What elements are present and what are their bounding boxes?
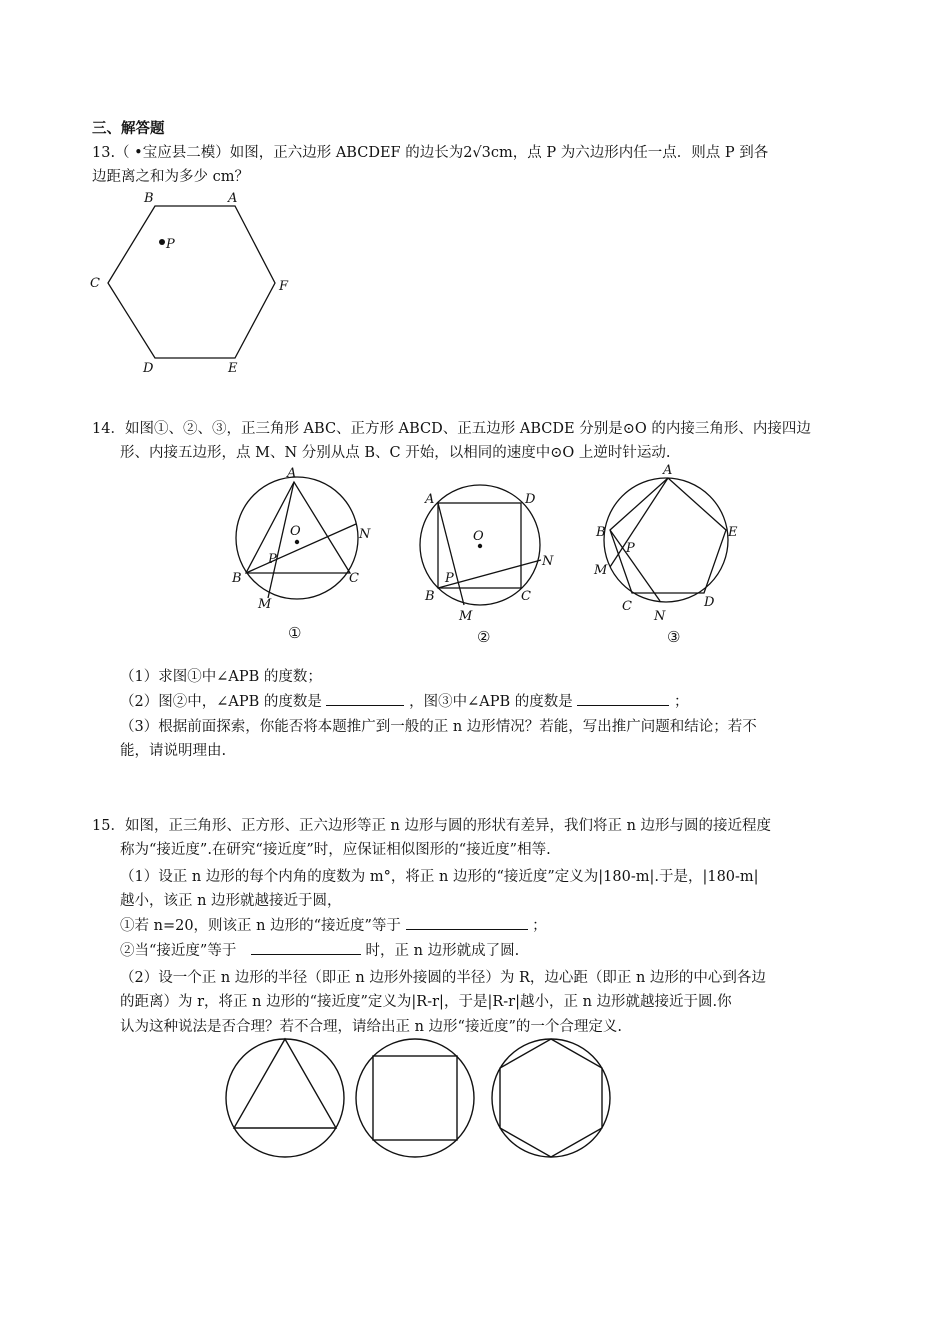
section-title: 三、解答题: [92, 121, 165, 137]
label-c: C: [90, 276, 100, 291]
q15-item1: [120, 915, 547, 937]
label-e: E: [228, 361, 238, 376]
q15-sub1-line1: （1）设正 n 边形的每个内角的度数为 m°，将正 n 边形的“接近度”定义为|180-m|.于是，|180-m|: [120, 869, 759, 885]
answer-blank-item2[interactable]: [251, 940, 361, 955]
q13-line1-prefix: 13.（ •宝应县二模）如图，正六边形 ABCDEF 的边长为: [92, 145, 464, 161]
segment-am: [268, 482, 294, 598]
fig-number-2: ②: [477, 628, 491, 645]
label-c: C: [622, 599, 632, 614]
q14-line1: 14．如图①、②、③，正三角形 ABC、正方形 ABCD、正五边形 ABCDE 分别是⊙O 的内接三角形、内接四边: [92, 421, 811, 437]
segment-bn: [610, 530, 660, 601]
label-b: B: [425, 589, 435, 604]
q15-sub2-line1: （2）设一个正 n 边形的半径（即正 n 边形外接圆的半径）为 R，边心距（即正 n 边形的中心到各边: [120, 970, 766, 986]
label-p: P: [626, 541, 635, 556]
q15-item2: [120, 940, 519, 962]
q13-side-length: 2√3: [463, 145, 491, 161]
label-b: B: [144, 191, 154, 206]
label-b: B: [596, 525, 606, 540]
q15-item1-part-a: ①若 n=20，则该正 n 边形的“接近度”等于: [120, 918, 401, 934]
label-a: A: [287, 466, 297, 481]
circle-with-triangle: [226, 1039, 344, 1157]
q14-sub3-line1: （3）根据前面探索，你能否将本题推广到一般的正 n 边形情况？若能，写出推广问题和结论；若不: [120, 719, 757, 735]
label-p: P: [166, 237, 175, 252]
q15-item2-part-a: ②当“接近度”等于: [120, 943, 237, 959]
circle-o: [604, 478, 728, 602]
center-o-dot: [478, 544, 482, 548]
label-c: C: [521, 589, 531, 604]
label-m: M: [258, 597, 272, 612]
q14-sub1: （1）求图①中∠APB 的度数；: [120, 669, 322, 685]
circle-with-square: [356, 1039, 474, 1157]
circle-with-hexagon: [492, 1039, 610, 1157]
q14-sub2-part-a: （2）图②中，∠APB 的度数是: [120, 694, 322, 710]
q15-line2: 称为“接近度”.在研究“接近度”时，应保证相似图形的“接近度”相等.: [120, 842, 551, 858]
label-a: A: [228, 191, 238, 206]
label-d: D: [143, 361, 154, 376]
q14-figure-2: [405, 460, 565, 645]
q15-item1-part-b: ；: [532, 918, 547, 934]
label-m: M: [459, 609, 473, 624]
label-m: M: [594, 563, 608, 578]
q14-line2: 形、内接五边形，点 M、N 分别从点 B、C 开始，以相同的速度中⊙O 上逆时针运动.: [120, 445, 671, 461]
q15-sub1-line2: 越小，该正 n 边形就越接近于圆，: [120, 893, 342, 909]
center-o-dot: [295, 540, 299, 544]
q14-sub2-part-b: ，图③中∠APB 的度数是: [409, 694, 573, 710]
label-a: A: [663, 463, 673, 478]
q13-hexagon-figure: [80, 184, 310, 384]
point-p-dot: [159, 239, 165, 245]
q14-sub2-part-c: ；: [673, 694, 689, 710]
q15-line1: 15．如图，正三角形、正方形、正六边形等正 n 边形与圆的形状有差异，我们将正 n 边形与圆的接近程度: [92, 818, 772, 834]
q14-sub3-line2: 能，请说明理由.: [120, 743, 227, 759]
segment-bn: [246, 524, 356, 573]
label-o: O: [473, 529, 484, 544]
label-p: P: [445, 571, 454, 586]
fig-number-3: ③: [667, 628, 681, 645]
q15-item2-part-b: 时，正 n 边形就成了圆.: [365, 943, 520, 959]
label-c: C: [349, 571, 359, 586]
label-a: A: [425, 492, 435, 507]
label-o: O: [290, 524, 301, 539]
q14-figure-1: [222, 460, 382, 645]
label-n: N: [654, 609, 666, 624]
label-n: N: [359, 527, 371, 542]
q13-line1-suffix: cm，点 P 为六边形内任一点．则点 P 到各: [490, 145, 769, 161]
q14-sub2: [120, 691, 688, 713]
answer-blank-item1[interactable]: [406, 915, 528, 930]
answer-blank-fig2[interactable]: [326, 691, 404, 706]
q14-figure-3: [588, 460, 748, 645]
segment-am: [438, 503, 464, 605]
label-f: F: [279, 279, 289, 294]
q15-sub2-line2: 的距离）为 r，将正 n 边形的“接近度”定义为|R-r|，于是|R-r|越小，正 n 边形就越接近于圆.你: [120, 994, 732, 1010]
label-d: D: [704, 595, 715, 610]
label-p: P: [268, 552, 277, 567]
label-d: D: [525, 492, 536, 507]
q13-line1: [92, 142, 768, 164]
label-n: N: [542, 554, 554, 569]
answer-blank-fig3[interactable]: [577, 691, 669, 706]
q13-line2: 边距离之和为多少 cm？: [92, 169, 249, 185]
hexagon-shape: [108, 206, 275, 358]
label-e: E: [728, 525, 738, 540]
q15-figures: [218, 1036, 618, 1162]
label-b: B: [232, 571, 242, 586]
fig-number-1: ①: [288, 624, 302, 642]
q15-sub2-line3: 认为这种说法是否合理？若不合理，请给出正 n 边形“接近度”的一个合理定义.: [120, 1019, 622, 1035]
